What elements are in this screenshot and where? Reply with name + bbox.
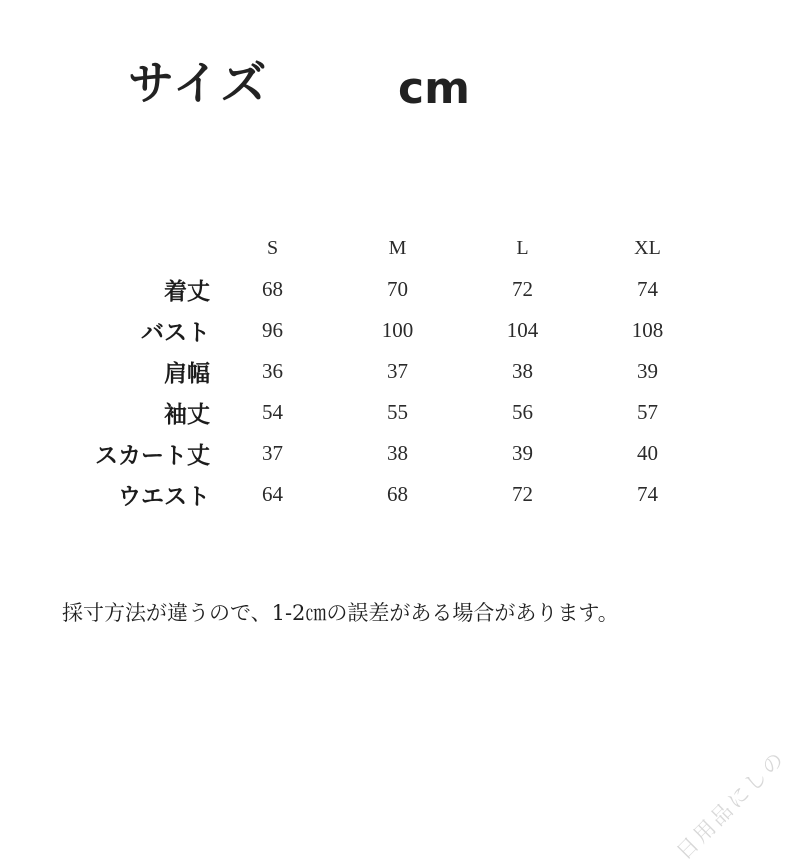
cell-sleeve-xl: 57 [637,400,658,424]
cell-sleeve-l: 56 [512,400,533,424]
column-header-m: M [388,237,407,259]
row-label-sleeve: 袖丈 [164,402,210,428]
table-row [30,351,710,392]
column-header-xl: XL [634,237,661,259]
unit-label: cm [398,63,470,114]
row-label-length: 着丈 [164,279,210,305]
table-row [30,474,710,515]
cell-waist-m: 68 [387,482,408,506]
cell-bust-xl: 108 [631,318,664,342]
row-label-waist: ウエスト [118,484,210,510]
cell-shoulder-l: 38 [512,359,533,383]
cell-waist-xl: 74 [637,482,658,506]
cell-skirt-l: 39 [512,441,533,465]
table-header-row [30,228,710,269]
column-header-l: L [516,237,529,259]
cell-shoulder-xl: 39 [637,359,658,383]
size-table [30,228,710,515]
cell-length-xl: 74 [637,277,658,301]
table-row [30,392,710,433]
cell-sleeve-s: 54 [262,400,283,424]
watermark-text: 日用品にしの [671,745,791,865]
cell-sleeve-m: 55 [387,400,408,424]
table-row [30,269,710,310]
row-label-skirt-length: スカート丈 [95,443,210,469]
table-row [30,310,710,351]
row-label-shoulder: 肩幅 [164,361,210,387]
cell-bust-m: 100 [381,318,414,342]
cell-shoulder-m: 37 [387,359,408,383]
cell-bust-l: 104 [506,318,539,342]
cell-length-s: 68 [262,277,283,301]
table-corner-cell [30,228,210,269]
cell-skirt-s: 37 [262,441,283,465]
cell-skirt-xl: 40 [637,441,658,465]
cell-length-l: 72 [512,277,533,301]
page-title: サイズ [128,56,269,110]
table-row [30,433,710,474]
measurement-note: 採寸方法が違うので、1-2㎝の誤差がある場合があります。 [62,601,619,625]
row-label-bust: バスト [141,320,210,346]
cell-skirt-m: 38 [387,441,408,465]
column-header-s: S [266,237,279,259]
cell-waist-s: 64 [262,482,283,506]
cell-waist-l: 72 [512,482,533,506]
title-row [0,48,800,118]
cell-shoulder-s: 36 [262,359,283,383]
cell-length-m: 70 [387,277,408,301]
cell-bust-s: 96 [262,318,283,342]
